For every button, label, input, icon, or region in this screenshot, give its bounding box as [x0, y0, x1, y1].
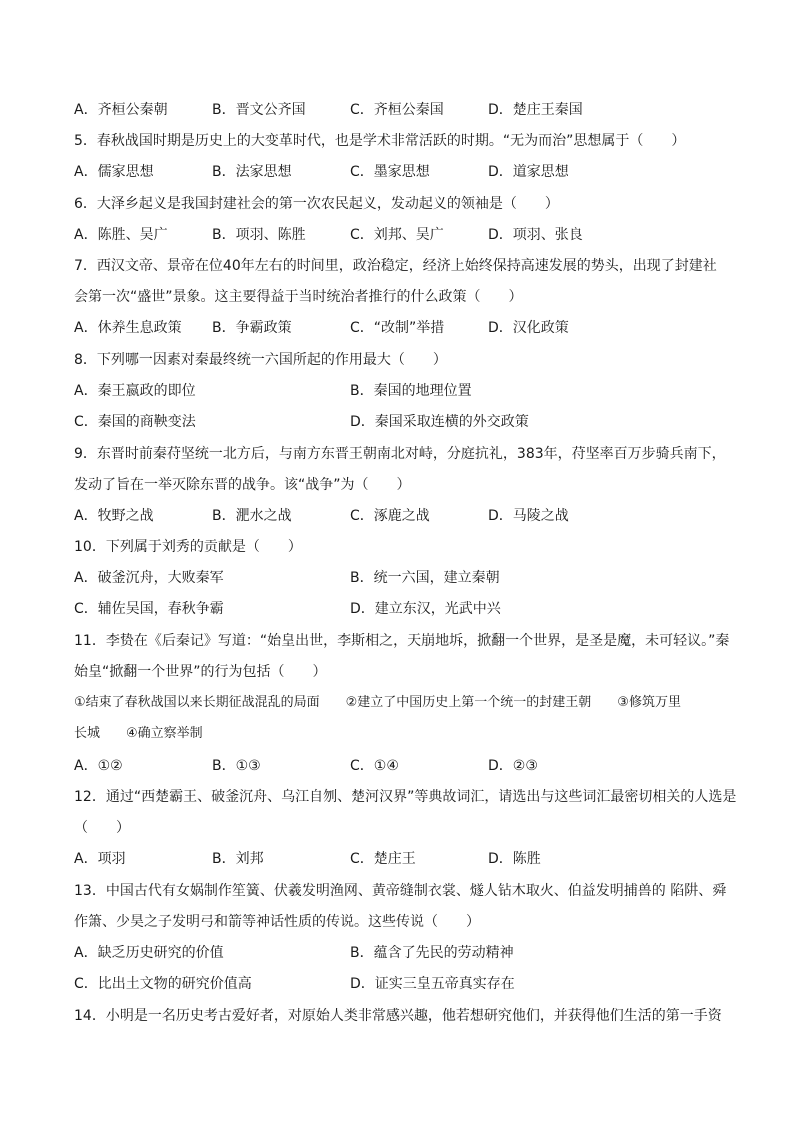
q9-option-d: D．马陵之战	[488, 508, 569, 524]
q9-option-a: A．牧野之战	[74, 508, 154, 524]
q6-option-d: D．项羽、张良	[488, 227, 583, 243]
q5-option-b: B．法家思想	[212, 164, 292, 180]
q11-stem-line2: 始皇“掀翻一个世界”的行为包括（ ）	[74, 664, 327, 680]
q7-stem-line1: 7．西汉文帝、景帝在位40年左右的时间里，政治稳定，经济上始终保持高速发展的势头，出现了封建社	[74, 258, 717, 274]
q10-option-b: B．统一六国，建立秦朝	[350, 570, 500, 586]
q5-option-a: A．儒家思想	[74, 164, 154, 180]
q13-option-d: D．证实三皇五帝真实存在	[350, 976, 515, 992]
q4-option-a: A．齐桓公秦朝	[74, 102, 168, 118]
q9-stem-line2: 发动了旨在一举灭除东晋的战争。该“战争”为（ ）	[74, 477, 411, 493]
q7-option-d: D．汉化政策	[488, 320, 569, 336]
q11-option-d: D．②③	[488, 758, 538, 774]
q10-option-c: C．辅佐吴国，春秋争霸	[74, 601, 224, 617]
q11-option-b: B．①③	[212, 758, 261, 774]
q11-option-a: A．①②	[74, 758, 123, 774]
q13-stem-line1: 13．中国古代有女娲制作笙簧、伏羲发明渔网、黄帝缝制衣裳、燧人钻木取火、伯益发明捕兽的 陷阱、舜	[74, 883, 727, 899]
q12-option-d: D．陈胜	[488, 851, 541, 867]
q13-option-c: C．比出土文物的研究价值高	[74, 976, 252, 992]
q6-option-b: B．项羽、陈胜	[212, 227, 306, 243]
q12-option-b: B．刘邦	[212, 851, 264, 867]
q10-stem: 10．下列属于刘秀的贡献是（ ）	[74, 539, 302, 555]
q8-option-d: D．秦国采取连横的外交政策	[350, 414, 529, 430]
q5-option-d: D．道家思想	[488, 164, 569, 180]
q4-option-d: D．楚庄王秦国	[488, 102, 583, 118]
q6-option-a: A．陈胜、吴广	[74, 227, 168, 243]
q11-stem-line1: 11．李贽在《后秦记》写道：“始皇出世，李斯相之，天崩地坼，掀翻一个世界，是圣是魔，未可轻议。”秦	[74, 633, 730, 649]
q9-stem-line1: 9．东晋时前秦苻坚统一北方后，与南方东晋王朝南北对峙，分庭抗礼，383年，苻坚率百万步骑兵南下，	[74, 446, 726, 462]
q5-option-c: C．墨家思想	[350, 164, 430, 180]
q8-stem: 8．下列哪一因素对秦最终统一六国所起的作用最大（ ）	[74, 352, 447, 368]
q12-stem-line2: （ ）	[74, 820, 130, 836]
q4-option-b: B．晋文公齐国	[212, 102, 306, 118]
q6-option-c: C．刘邦、吴广	[350, 227, 444, 243]
q11-option-c: C．①④	[350, 758, 399, 774]
q10-option-a: A．破釜沉舟，大败秦军	[74, 570, 224, 586]
q10-option-d: D．建立东汉，光武中兴	[350, 601, 501, 617]
q13-stem-line2: 作箫、少昊之子发明弓和箭等神话性质的传说。这些传说（ ）	[74, 914, 480, 930]
q7-option-c: C．“改制”举措	[350, 320, 445, 336]
q12-option-c: C．楚庄王	[350, 851, 416, 867]
q7-option-a: A．休养生息政策	[74, 320, 182, 336]
q13-option-b: B．蕴含了先民的劳动精神	[350, 945, 514, 961]
q4-option-c: C．齐桓公秦国	[350, 102, 444, 118]
q12-stem-line1: 12．通过“西楚霸王、破釜沉舟、乌江自刎、楚河汉界”等典故词汇，请选出与这些词汇最密切相关的人选是	[74, 789, 737, 805]
q13-option-a: A．缺乏历史研究的价值	[74, 945, 224, 961]
q7-stem-line2: 会第一次“盛世”景象。这主要得益于当时统治者推行的什么政策（ ）	[74, 289, 523, 305]
q8-option-c: C．秦国的商鞅变法	[74, 414, 196, 430]
q12-option-a: A．项羽	[74, 851, 126, 867]
q8-option-a: A．秦王嬴政的即位	[74, 383, 196, 399]
q7-option-b: B．争霸政策	[212, 320, 292, 336]
q6-stem: 6．大泽乡起义是我国封建社会的第一次农民起义，发动起义的领袖是（ ）	[74, 196, 559, 212]
q9-option-c: C．涿鹿之战	[350, 508, 430, 524]
q11-statements-line2: 长城 ④确立察举制	[74, 726, 203, 741]
q11-statements-line1: ①结束了春秋战国以来长期征战混乱的局面 ②建立了中国历史上第一个统一的封建王朝 ③修筑万里	[74, 695, 681, 710]
q8-option-b: B．秦国的地理位置	[350, 383, 472, 399]
q5-stem: 5．春秋战国时期是历史上的大变革时代，也是学术非常活跃的时期。“无为而治”思想属于（ ）	[74, 133, 686, 149]
q14-stem-line1: 14．小明是一名历史考古爱好者，对原始人类非常感兴趣，他若想研究他们，并获得他们生活的第一手资	[74, 1008, 722, 1024]
q9-option-b: B．淝水之战	[212, 508, 292, 524]
